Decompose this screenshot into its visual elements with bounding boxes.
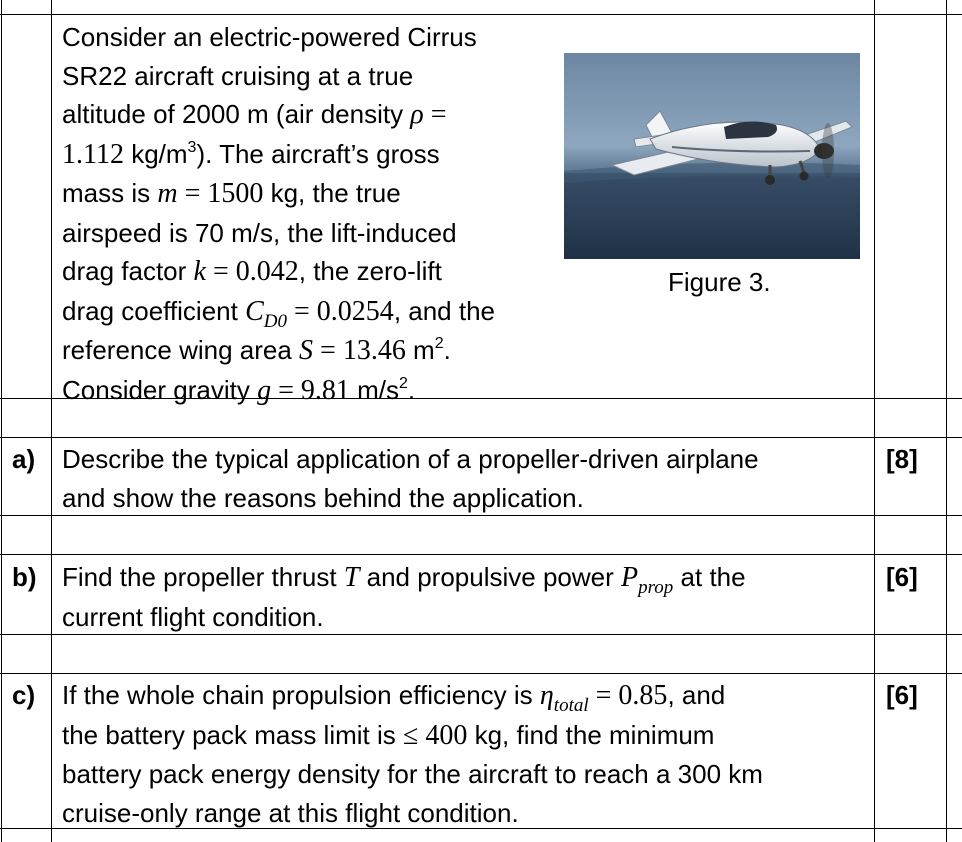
text-run: ). The aircraft’s gross <box>196 138 440 169</box>
question-b-marks: [6] <box>886 562 918 592</box>
problem-statement <box>62 18 495 410</box>
text-line <box>62 440 759 479</box>
text-run: Describe the typical application of a propeller-driven airplane <box>62 444 759 474</box>
question-a-text <box>62 440 759 517</box>
table-border-right <box>946 0 947 842</box>
row-border <box>0 673 962 674</box>
math-subscript: D0 <box>263 310 288 332</box>
text-run: Consider gravity <box>62 374 258 405</box>
text-line <box>62 558 746 598</box>
text-line <box>62 371 495 411</box>
math-expression: ≤ 400 <box>403 719 468 751</box>
text-run: altitude of 2000 m (air density <box>62 99 411 129</box>
text-run: airspeed is 70 m/s, the lift-induced <box>62 217 457 248</box>
math-expression: = 1500 <box>177 178 264 209</box>
aircraft-photo <box>564 53 860 259</box>
text-run: m <box>405 335 435 365</box>
math-variable: k <box>193 256 206 287</box>
table-border-left <box>1 0 2 842</box>
text-run: the battery pack mass limit is <box>62 719 403 750</box>
text-run: . <box>443 335 451 365</box>
question-label-a: a) <box>12 444 36 474</box>
text-run: . <box>407 374 416 405</box>
row-border <box>0 554 962 555</box>
question-label-c: c) <box>12 680 36 710</box>
math-variable: ρ <box>410 99 424 130</box>
text-line <box>62 755 763 794</box>
question-c-marks: [6] <box>886 680 918 710</box>
text-run: , the zero-lift <box>298 256 442 286</box>
math-expression: = 9.81 <box>271 374 350 406</box>
text-line <box>62 479 759 518</box>
math-variable: S <box>299 335 314 366</box>
math-expression: = 13.46 <box>313 335 406 366</box>
text-run: SR22 aircraft cruising at a true <box>62 60 414 91</box>
text-line <box>62 331 495 371</box>
math-expression: = 0.0254 <box>287 295 394 327</box>
superscript: 3 <box>187 138 197 156</box>
math-subscript: total <box>553 695 589 716</box>
text-line <box>62 252 495 292</box>
table-column-divider-marks <box>874 0 875 842</box>
text-run: and show the reasons behind the application. <box>62 482 584 513</box>
text-run: mass is <box>62 178 158 208</box>
text-line <box>62 135 495 175</box>
question-label-b: b) <box>12 562 37 592</box>
math-expression: 1.112 <box>62 138 124 170</box>
text-line <box>62 794 763 833</box>
figure-caption: Figure 3. <box>668 267 771 297</box>
question-b-text <box>62 558 746 636</box>
text-run: If the whole chain propulsion efficiency is <box>62 680 540 710</box>
text-run: , and the <box>393 295 496 326</box>
text-run: kg/m <box>123 138 188 169</box>
math-variable: P <box>621 562 639 593</box>
text-run: battery pack energy density for the aircraft to reach a 300 km <box>62 759 763 789</box>
math-variable: g <box>257 374 272 406</box>
text-line <box>62 18 495 57</box>
text-run: Find the propeller thrust <box>62 562 344 592</box>
text-run: and propulsive power <box>359 562 621 592</box>
text-line <box>62 716 763 756</box>
text-line <box>62 95 495 135</box>
text-line <box>62 292 495 332</box>
text-run: cruise-only range at this flight condition. <box>62 797 519 828</box>
question-c-text <box>62 676 763 832</box>
text-run: Consider an electric-powered Cirrus <box>62 22 477 52</box>
row-border <box>0 437 962 438</box>
math-variable: m <box>157 178 178 209</box>
math-expression: = <box>423 99 447 130</box>
table-column-divider-label <box>51 0 52 842</box>
text-line <box>62 57 495 96</box>
math-expression: = 0.042 <box>205 256 299 287</box>
math-expression: = 0.85 <box>588 680 668 711</box>
row-border <box>0 14 962 15</box>
text-run: drag factor <box>62 256 194 286</box>
text-run: m/s <box>349 374 399 405</box>
math-variable: C <box>245 295 264 327</box>
text-run: reference wing area <box>62 335 300 365</box>
text-run: , and <box>667 680 726 710</box>
question-a-marks: [8] <box>886 444 918 474</box>
math-subscript: prop <box>638 577 674 598</box>
text-line <box>62 676 763 716</box>
superscript: 2 <box>398 374 408 392</box>
math-variable: T <box>343 562 360 593</box>
superscript: 2 <box>434 335 444 352</box>
text-run: at the <box>673 562 746 592</box>
text-run: kg, find the minimum <box>467 719 715 750</box>
math-variable: η <box>539 680 554 711</box>
text-run: current flight condition. <box>62 601 324 632</box>
text-run: drag coefficient <box>62 295 246 326</box>
text-line <box>62 174 495 214</box>
text-line <box>62 598 746 637</box>
text-line <box>62 214 495 253</box>
text-run: kg, the true <box>263 178 401 208</box>
